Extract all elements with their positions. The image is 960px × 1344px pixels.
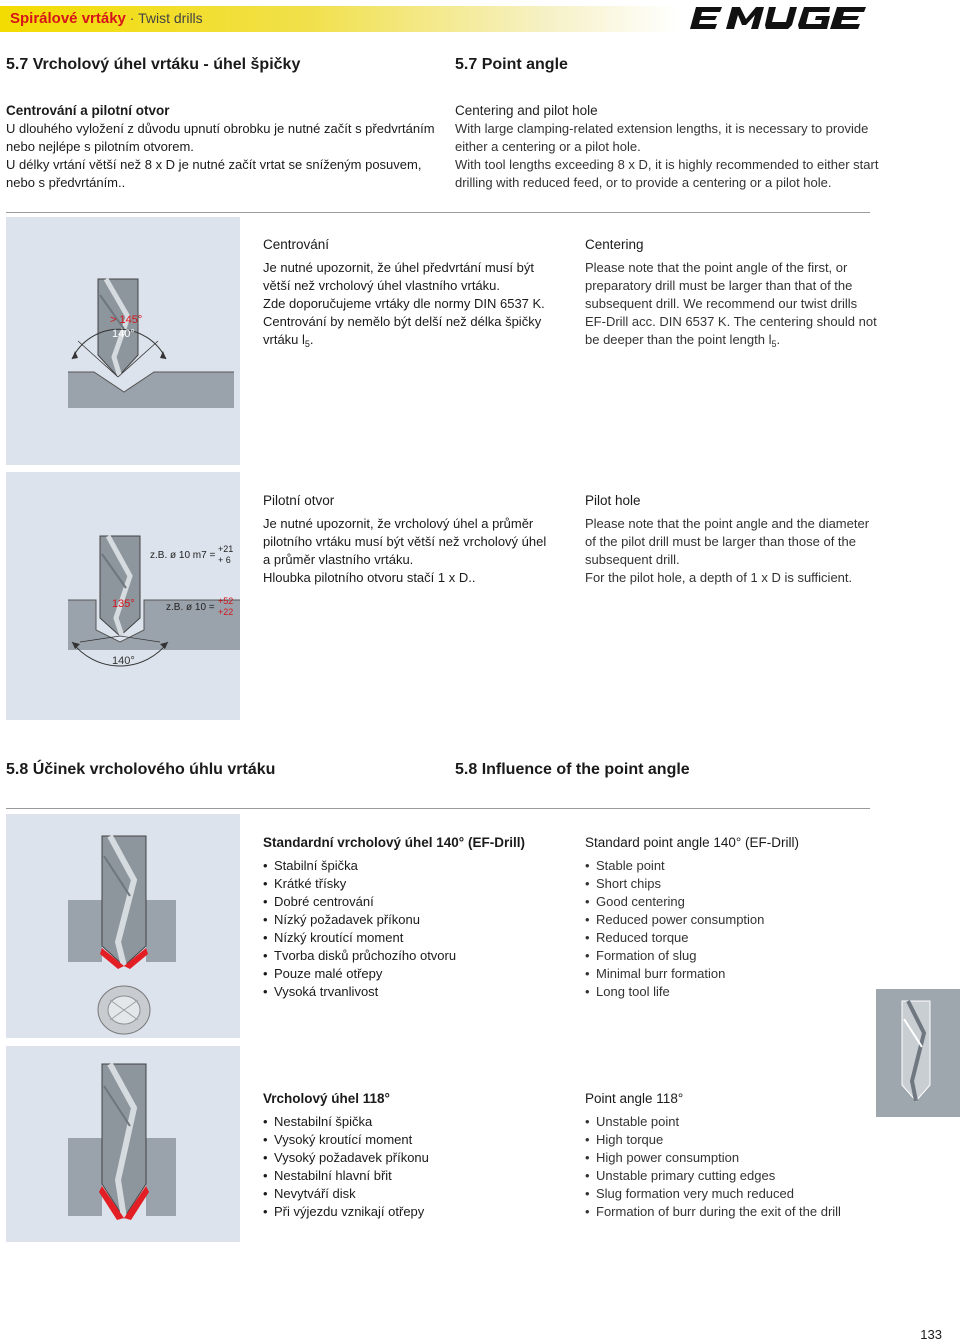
angle-label-large: > 145° bbox=[110, 314, 143, 326]
list-item: • Formation of slug bbox=[585, 947, 865, 965]
list-item: • Vysoká trvanlivost bbox=[263, 983, 573, 1001]
tolerance-1-upper: +21 bbox=[218, 544, 234, 554]
tolerance-label-1: z.B. ø 10 m7 = bbox=[150, 550, 216, 561]
list-item: • Good centering bbox=[585, 893, 865, 911]
pilot-cz bbox=[263, 492, 573, 587]
centering-cz-last-text: vrtáku l bbox=[263, 332, 305, 347]
pilot-cz-title: Pilotní otvor bbox=[263, 493, 335, 508]
centering-en-last-suffix: . bbox=[776, 332, 781, 347]
centering-en bbox=[585, 236, 885, 353]
intro-cz-line: nebo s předvrtáním.. bbox=[6, 175, 126, 190]
std-angle-en-list bbox=[585, 857, 865, 1001]
list-item: • Stabilní špička bbox=[263, 857, 573, 875]
std-angle-en-title: Standard point angle 140° (EF-Drill) bbox=[585, 835, 800, 850]
workpiece-block bbox=[68, 372, 234, 408]
pilot-cz-line: pilotního vrtáku musí být větší než vrcholový úhel bbox=[263, 534, 547, 549]
section-5-7-heading-cz: 5.7 Vrcholový úhel vrtáku - úhel špičky bbox=[6, 56, 301, 73]
centering-en-line: Please note that the point angle of the first, or bbox=[585, 260, 848, 275]
pilot-en-line: of the pilot drill must be larger than those of the bbox=[585, 534, 856, 549]
tolerance-2-upper: +52 bbox=[218, 596, 234, 606]
pilot-angle-outer: 140° bbox=[112, 655, 135, 667]
intro-en-line: either a centering or a pilot hole. bbox=[455, 139, 641, 154]
centering-cz-last-line bbox=[263, 331, 573, 353]
list-item: • Reduced torque bbox=[585, 929, 865, 947]
centering-cz-line: větší než vrcholový úhel vlastního vrtáku. bbox=[263, 278, 501, 293]
centering-cz-line: Zde doporučujeme vrtáky dle normy DIN 6537 K. bbox=[263, 296, 545, 311]
section-5-7-heading-en: 5.7 Point angle bbox=[455, 56, 568, 73]
list-item: • Vysoký požadavek příkonu bbox=[263, 1149, 573, 1167]
pilot-en-line: Please note that the point angle and the diameter bbox=[585, 516, 870, 531]
list-item: • Tvorba disků průchozího otvoru bbox=[263, 947, 573, 965]
list-item: • Dobré centrování bbox=[263, 893, 573, 911]
tolerance-label-2: z.B. ø 10 = bbox=[166, 602, 215, 613]
list-item: • Unstable point bbox=[585, 1113, 865, 1131]
angle-118-cz bbox=[263, 1090, 573, 1221]
list-item: • Unstable primary cutting edges bbox=[585, 1167, 865, 1185]
divider bbox=[6, 212, 870, 213]
list-item: • Long tool life bbox=[585, 983, 865, 1001]
divider bbox=[6, 808, 870, 809]
pilot-drill-diagram bbox=[6, 472, 240, 720]
list-item: • Reduced power consumption bbox=[585, 911, 865, 929]
centering-cz-subscript: 5 bbox=[304, 339, 310, 349]
pilot-angle-inner: 135° bbox=[112, 598, 135, 610]
pilot-cz-line: Je nutné upozornit, že vrcholový úhel a průměr bbox=[263, 516, 534, 531]
angle-118-en bbox=[585, 1090, 865, 1221]
list-item: • Nízký kroutící moment bbox=[263, 929, 573, 947]
std-angle-cz bbox=[263, 834, 573, 1001]
intro-cz-line: U dlouhého vyložení z důvodu upnutí obrobku je nutné začít s předvrtáním bbox=[6, 121, 435, 136]
centering-cz bbox=[263, 236, 573, 353]
centering-en-title: Centering bbox=[585, 237, 644, 252]
emuge-logo bbox=[682, 4, 870, 32]
angle-118-diagram bbox=[6, 1046, 240, 1242]
drill-body bbox=[100, 536, 140, 636]
list-item: • Nestabilní hlavní břit bbox=[263, 1167, 573, 1185]
intro-en-line: With large clamping-related extension lengths, it is necessary to provide bbox=[455, 121, 869, 136]
intro-en-line: With tool lengths exceeding 8 x D, it is highly recommended to either start bbox=[455, 157, 879, 172]
tolerance-1-lower: + 6 bbox=[218, 555, 231, 565]
angle-118-cz-list bbox=[263, 1113, 573, 1221]
centering-cz-last-suffix: . bbox=[309, 332, 314, 347]
std-angle-cz-title: Standardní vrcholový úhel 140° (EF-Drill) bbox=[263, 835, 525, 850]
list-item: • Při výjezdu vznikají otřepy bbox=[263, 1203, 573, 1221]
section-5-8-heading-cz: 5.8 Účinek vrcholového úhlu vrtáku bbox=[6, 761, 276, 778]
tolerance-2-lower: +22 bbox=[218, 607, 234, 617]
centering-en-last-text: be deeper than the point length l bbox=[585, 332, 772, 347]
intro-cz bbox=[6, 102, 446, 192]
section-5-8-heading-en: 5.8 Influence of the point angle bbox=[455, 761, 690, 778]
page-number: 133 bbox=[920, 1327, 942, 1342]
list-item: • High power consumption bbox=[585, 1149, 865, 1167]
angle-118-en-title: Point angle 118° bbox=[585, 1091, 684, 1106]
centering-cz-title: Centrování bbox=[263, 237, 330, 252]
angle-140-diagram bbox=[6, 814, 240, 1038]
list-item: • Vysoký kroutící moment bbox=[263, 1131, 573, 1149]
list-item: • High torque bbox=[585, 1131, 865, 1149]
list-item: • Pouze malé otřepy bbox=[263, 965, 573, 983]
list-item: • Krátké třísky bbox=[263, 875, 573, 893]
list-item: • Nízký požadavek příkonu bbox=[263, 911, 573, 929]
intro-cz-line: U délky vrtání větší než 8 x D je nutné začít vrtat se sníženým posuvem, bbox=[6, 157, 422, 172]
centering-en-subscript: 5 bbox=[771, 339, 777, 349]
list-item: • Stable point bbox=[585, 857, 865, 875]
intro-cz-line: nebo nejlépe s pilotním otvorem. bbox=[6, 139, 194, 154]
centering-en-last-line bbox=[585, 331, 885, 353]
centering-en-line: EF-Drill acc. DIN 6537 K. The centering should not bbox=[585, 314, 877, 329]
angle-label-small: 140° bbox=[112, 328, 135, 340]
pilot-cz-line: a průměr vlastního vrtáku. bbox=[263, 552, 414, 567]
header-separator: · bbox=[125, 10, 139, 26]
centering-cz-line: Centrování by nemělo být delší než délka špičky bbox=[263, 314, 542, 329]
centering-en-line: preparatory drill must be larger than that of the bbox=[585, 278, 853, 293]
angle-118-en-list bbox=[585, 1113, 865, 1221]
centering-en-line: subsequent drill. We recommend our twist drills bbox=[585, 296, 858, 311]
intro-en-line: drilling with reduced feed, or to provide a centering or a pilot hole. bbox=[455, 175, 832, 190]
intro-cz-title: Centrování a pilotní otvor bbox=[6, 103, 170, 118]
centering-drill-diagram bbox=[6, 217, 240, 465]
list-item: • Slug formation very much reduced bbox=[585, 1185, 865, 1203]
list-item: • Short chips bbox=[585, 875, 865, 893]
header-title-cz: Spirálové vrtáky bbox=[10, 10, 126, 27]
angle-118-cz-title: Vrcholový úhel 118° bbox=[263, 1091, 390, 1106]
list-item: • Nestabilní špička bbox=[263, 1113, 573, 1131]
header-title-en: Twist drills bbox=[138, 10, 203, 26]
intro-en-title: Centering and pilot hole bbox=[455, 103, 598, 118]
pilot-en bbox=[585, 492, 885, 587]
list-item: • Minimal burr formation bbox=[585, 965, 865, 983]
pilot-en-line: subsequent drill. bbox=[585, 552, 680, 567]
list-item: • Formation of burr during the exit of the drill bbox=[585, 1203, 865, 1221]
pilot-cz-line: Hloubka pilotního otvoru stačí 1 x D.. bbox=[263, 570, 476, 585]
pilot-en-line: For the pilot hole, a depth of 1 x D is sufficient. bbox=[585, 570, 853, 585]
std-angle-cz-list bbox=[263, 857, 573, 1001]
chapter-tab-drill-icon bbox=[876, 989, 960, 1117]
pilot-en-title: Pilot hole bbox=[585, 493, 641, 508]
intro-en bbox=[455, 102, 935, 192]
std-angle-en bbox=[585, 834, 865, 1001]
header-title bbox=[10, 8, 203, 29]
centering-cz-line: Je nutné upozornit, že úhel předvrtání musí být bbox=[263, 260, 534, 275]
list-item: • Nevytváří disk bbox=[263, 1185, 573, 1203]
